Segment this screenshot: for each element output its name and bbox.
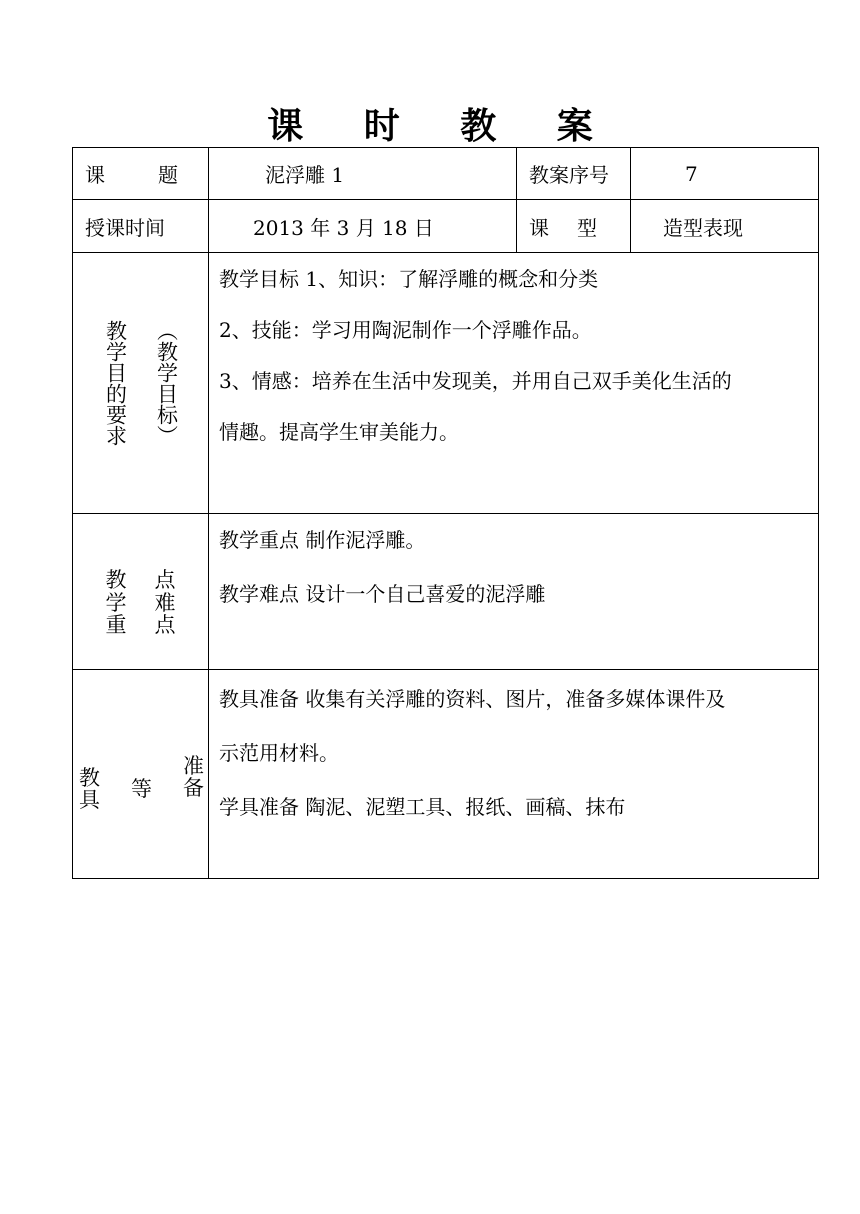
objective-line-3: 3、情感：培养在生活中发现美，并用自己双手美化生活的 <box>219 369 732 393</box>
teacher-prep-line-2: 示范用材料。 <box>219 741 339 765</box>
focus-char-4: 重 <box>105 612 127 637</box>
focus-label <box>73 547 208 635</box>
date-label: 授课时间 <box>73 200 209 253</box>
lesson-plan-table <box>72 147 819 879</box>
prep-label-mid: 等 <box>131 776 152 801</box>
focus-char-3: 学 <box>105 590 127 615</box>
type-label-char-2: 型 <box>577 215 597 240</box>
topic-label-cell <box>73 148 209 200</box>
date-value: 2013 年 3 月 18 日 <box>209 200 517 253</box>
prep-label-cell <box>73 670 209 879</box>
teacher-prep-line-1: 教具准备 收集有关浮雕的资料、图片，准备多媒体课件及 <box>219 687 726 711</box>
type-value: 造型表现 <box>631 200 819 253</box>
difficulty-point: 教学难点 设计一个自己喜爱的泥浮雕 <box>219 582 546 606</box>
focus-label-cell <box>73 514 209 670</box>
focus-label-col-1 <box>106 547 127 635</box>
objectives-label-note: （教学目标） <box>154 320 179 446</box>
focus-char-5 <box>162 547 169 569</box>
prep-label-right <box>183 755 204 799</box>
objectives-label-main: 教学目的要求 <box>103 320 128 446</box>
focus-char-7: 难 <box>154 590 176 615</box>
row-focus <box>73 514 819 670</box>
seq-value: 7 <box>631 148 819 200</box>
objective-line-1: 教学目标 1、知识：了解浮雕的概念和分类 <box>219 267 599 291</box>
focus-label-col-2 <box>155 547 176 635</box>
seq-label: 教案序号 <box>517 148 631 200</box>
prep-label <box>73 737 208 811</box>
prep-char-3: 准 <box>183 753 204 778</box>
row-objectives <box>73 253 819 514</box>
objective-line-2: 2、技能：学习用陶泥制作一个浮雕作品。 <box>219 318 592 342</box>
focus-char-2: 教 <box>105 568 127 593</box>
type-label-char-1: 课 <box>529 215 549 240</box>
row-topic <box>73 148 819 200</box>
row-date <box>73 200 819 253</box>
objectives-content <box>209 253 819 514</box>
topic-value: 泥浮雕 1 <box>209 148 517 200</box>
topic-label <box>73 159 208 188</box>
objectives-label <box>73 320 208 446</box>
key-point: 教学重点 制作泥浮雕。 <box>219 528 426 552</box>
focus-content <box>209 514 819 670</box>
prep-char-4: 备 <box>183 776 204 800</box>
type-label-cell <box>517 200 631 253</box>
prep-content <box>209 670 819 879</box>
prep-char-1: 教 <box>79 765 100 790</box>
student-prep: 学具准备 陶泥、泥塑工具、报纸、画稿、抹布 <box>219 795 626 819</box>
topic-label-char-2: 题 <box>158 163 178 187</box>
prep-char-2: 具 <box>79 788 100 812</box>
prep-label-left <box>79 767 100 811</box>
type-label <box>517 212 630 241</box>
focus-char-8: 点 <box>154 612 176 637</box>
focus-char-1 <box>113 547 120 569</box>
objectives-label-cell <box>73 253 209 514</box>
row-preparation <box>73 670 819 879</box>
objective-line-4: 情趣。提高学生审美能力。 <box>219 420 459 444</box>
page-title: 课 时 教 案 <box>267 105 617 147</box>
focus-char-6: 点 <box>154 568 176 593</box>
topic-label-char-1: 课 <box>85 163 105 187</box>
